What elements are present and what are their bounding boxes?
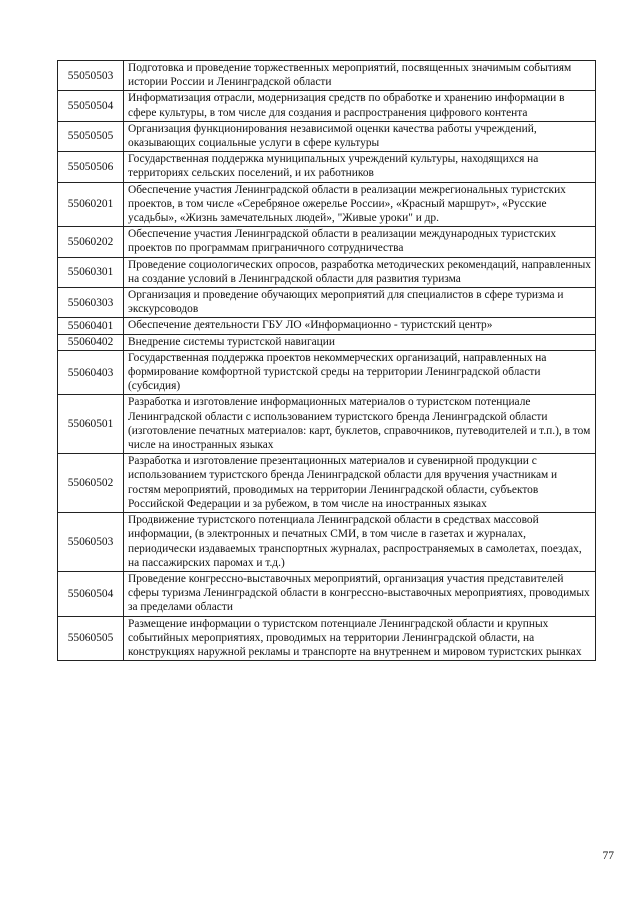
- row-code: 55060501: [58, 395, 124, 454]
- row-description: Обеспечение деятельности ГБУ ЛО «Информационно - туристский центр»: [124, 318, 596, 334]
- table-row: [58, 288, 596, 318]
- table-row: [58, 182, 596, 227]
- row-description: Проведение социологических опросов, разработка методических рекомендаций, направленных на создание условий в Ленинградской области для развития туризма: [124, 257, 596, 287]
- row-code: 55060403: [58, 350, 124, 395]
- row-code: 55050506: [58, 152, 124, 182]
- budget-code-table: [57, 60, 596, 661]
- table-row: [58, 91, 596, 121]
- row-description: Продвижение туристского потенциала Ленинградской области в средствах массовой информации, (в электронных и печатных СМИ, в том числе в газетах и журналах, периодически издаваемых транспортных журналах, распространяемых в самолетах, поездах, на пассажирских паромах и т.д.): [124, 513, 596, 572]
- row-description: Государственная поддержка проектов некоммерческих организаций, направленных на формирование комфортной туристской среды на территории Ленинградской области (субсидия): [124, 350, 596, 395]
- row-code: 55060301: [58, 257, 124, 287]
- row-code: 55050503: [58, 61, 124, 91]
- table-row: [58, 61, 596, 91]
- table-row: [58, 121, 596, 151]
- row-description: Обеспечение участия Ленинградской области в реализации международных туристских проектов по программам приграничного сотрудничества: [124, 227, 596, 257]
- table-row: [58, 395, 596, 454]
- row-description: Подготовка и проведение торжественных мероприятий, посвященных значимым событиям истории России и Ленинградской области: [124, 61, 596, 91]
- row-description: Обеспечение участия Ленинградской области в реализации межрегиональных туристских проектов, в том числе «Серебряное ожерелье России», «Красный маршрут», «Русские усадьбы», «Жизнь замечательных людей», "Живые уроки" и др.: [124, 182, 596, 227]
- row-code: 55060504: [58, 571, 124, 616]
- table-row: [58, 257, 596, 287]
- row-code: 55050504: [58, 91, 124, 121]
- row-description: Организация функционирования независимой оценки качества работы учреждений, оказывающих социальные услуги в сфере культуры: [124, 121, 596, 151]
- row-code: 55060401: [58, 318, 124, 334]
- table-row: [58, 318, 596, 334]
- table-row: [58, 571, 596, 616]
- row-description: Размещение информации о туристском потенциале Ленинградской области и крупных событийных мероприятиях, проводимых на территории Ленинградской области, на конструкциях наружной рекламы и транспорте на внутреннем и мировом туристских рынках: [124, 616, 596, 661]
- row-code: 55060303: [58, 288, 124, 318]
- table-row: [58, 227, 596, 257]
- table-row: [58, 334, 596, 350]
- row-code: 55050505: [58, 121, 124, 151]
- row-description: Информатизация отрасли, модернизация средств по обработке и хранению информации в сфере культуры, в том числе для создания и распространения цифрового контента: [124, 91, 596, 121]
- table-row: [58, 616, 596, 661]
- row-description: Разработка и изготовление информационных материалов о туристском потенциале Ленинградской области с использованием туристского бренда Ленинградской области (изготовление печатных материалов: карт, буклетов, справочников, путеводителей и т.п.), в том числе на иностранных языках: [124, 395, 596, 454]
- row-code: 55060202: [58, 227, 124, 257]
- row-code: 55060503: [58, 513, 124, 572]
- table-row: [58, 454, 596, 513]
- row-description: Организация и проведение обучающих мероприятий для специалистов в сфере туризма и экскурсоводов: [124, 288, 596, 318]
- table-row: [58, 513, 596, 572]
- row-description: Разработка и изготовление презентационных материалов и сувенирной продукции с использованием туристского бренда Ленинградской области для вручения участникам и гостям мероприятий, проводимых на территории Ленинградской области, субъектов Российской Федерации и за рубежом, в том числе на иностранных языках: [124, 454, 596, 513]
- row-description: Государственная поддержка муниципальных учреждений культуры, находящихся на территориях сельских поселений, и их работников: [124, 152, 596, 182]
- row-code: 55060201: [58, 182, 124, 227]
- row-code: 55060402: [58, 334, 124, 350]
- table-row: [58, 152, 596, 182]
- row-code: 55060505: [58, 616, 124, 661]
- row-code: 55060502: [58, 454, 124, 513]
- row-description: Внедрение системы туристской навигации: [124, 334, 596, 350]
- row-description: Проведение конгрессно-выставочных мероприятий, организация участия представителей сферы туризма Ленинградской области в конгрессно-выставочных мероприятиях, проводимых за пределами области: [124, 571, 596, 616]
- page-number: 77: [602, 850, 614, 862]
- table-row: [58, 350, 596, 395]
